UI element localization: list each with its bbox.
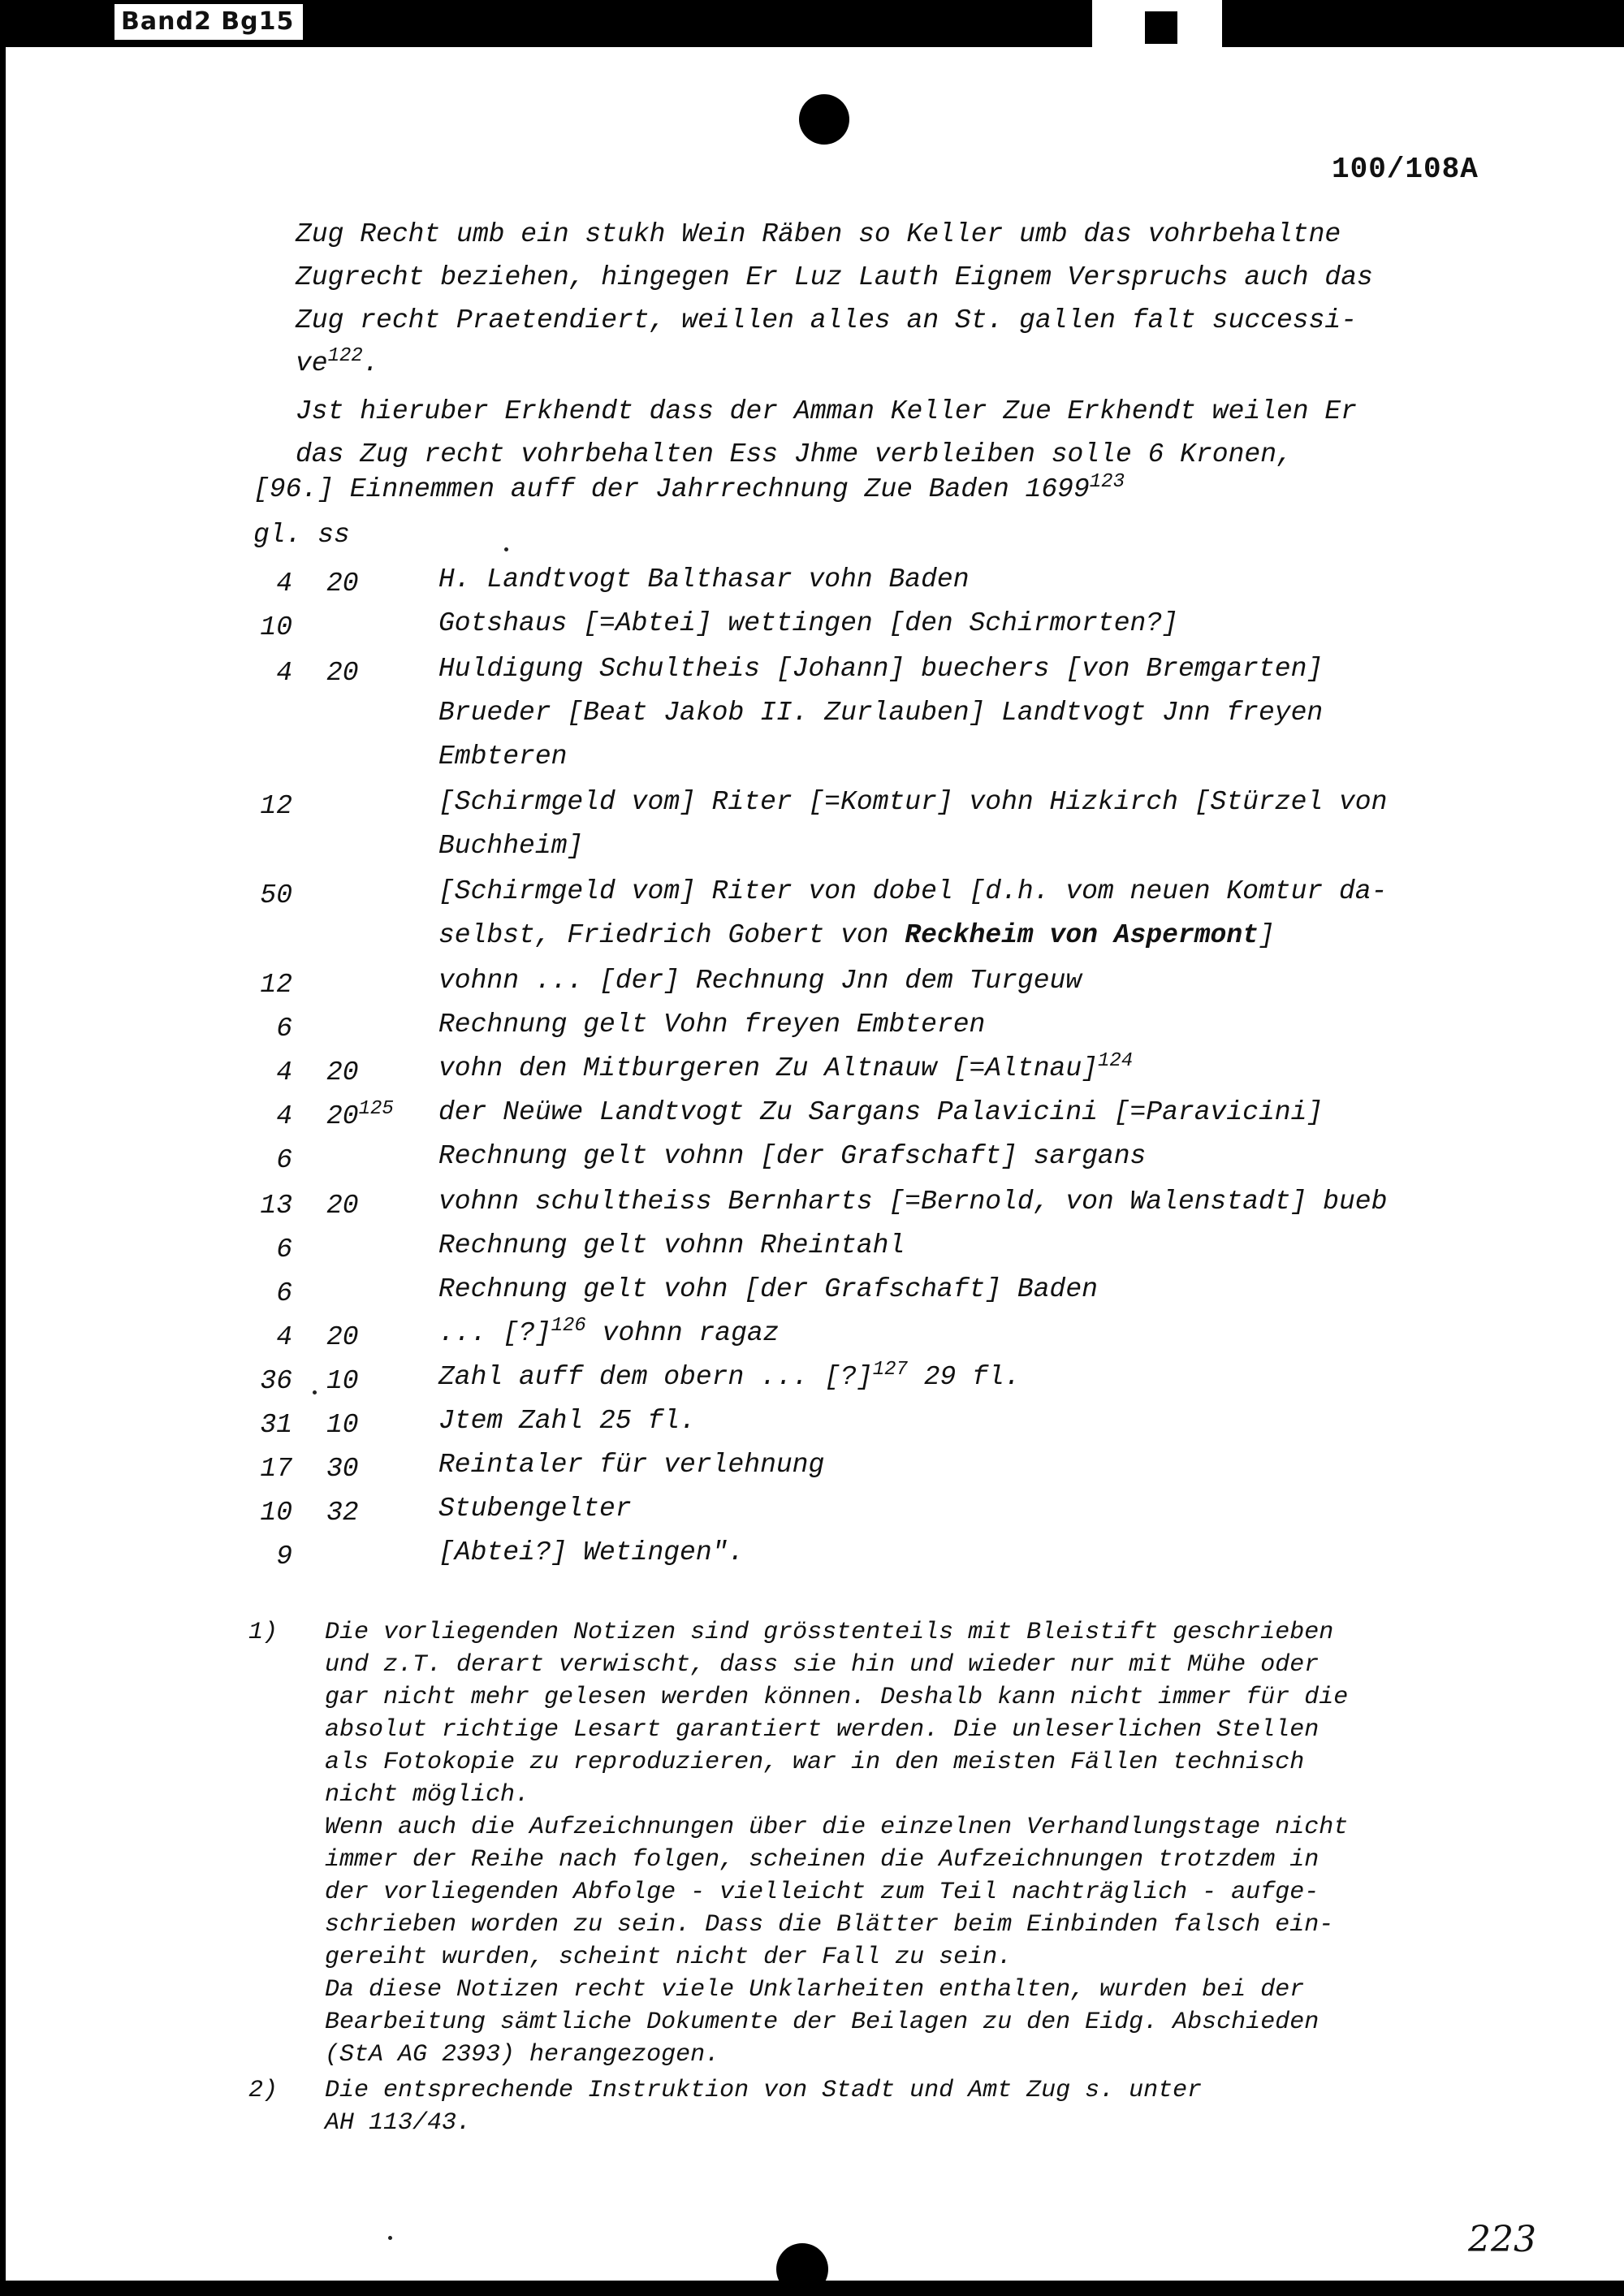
amount-gl: 12 [260, 970, 292, 1000]
amount-gl: 6 [276, 1278, 292, 1308]
amount-gl: 4 [276, 1057, 292, 1087]
entry-text: ... [?]$^{126}$ vohnn ragaz [438, 1315, 780, 1348]
amount-ss: 10 [326, 1410, 359, 1440]
amount-gl: 4 [276, 658, 292, 688]
entry-text: vohnn ... [der] Rechnung Jnn dem Turgeuw [438, 966, 1082, 996]
entry-text: Rechnung gelt vohnn [der Grafschaft] sargans [438, 1141, 1147, 1171]
entry-text: Stubengelter [438, 1494, 632, 1524]
entry-text: Zahl auff dem obern ... [?]$^{127}$ 29 fl. [438, 1359, 1021, 1392]
amount-gl: 4 [276, 1322, 292, 1352]
text-line: das Zug recht vohrbehalten Ess Jhme verbleiben solle 6 Kronen, [296, 439, 1293, 469]
footnote-text: Die entsprechende Instruktion von Stadt und Amt Zug s. unter AH 113/43. [325, 2077, 1203, 2137]
entry-text: Jtem Zahl 25 fl. [438, 1406, 696, 1436]
entry-text: [Schirmgeld vom] Riter [=Komtur] vohn Hizkirch [Stürzel von Buchheim] [438, 787, 1388, 861]
footnote-ref: 125 [358, 1098, 394, 1120]
amount-ss: 32 [326, 1498, 359, 1528]
section-heading: [96.] Einnemmen auff der Jahrrechnung Zue Baden 1699$^{123}$ [253, 471, 1125, 504]
footnote-ref: 124 [1097, 1050, 1134, 1072]
text-line: Jst hieruber Erkhendt dass der Amman Keller Zue Erkhendt weilen Er [296, 396, 1358, 426]
amount-gl: 6 [276, 1234, 292, 1265]
punch-hole-top [799, 94, 849, 145]
scan-marker-square [1145, 11, 1177, 44]
amount-gl: 6 [276, 1145, 292, 1175]
text-line: $ve^{122}$. [296, 345, 379, 378]
amount-gl: 9 [276, 1541, 292, 1572]
amount-gl: 31 [260, 1410, 292, 1440]
footnote-mark: 2) [248, 2077, 279, 2104]
entry-text: vohn den Mitburgeren Zu Altnauw [=Altnau]$^{124}$ [438, 1050, 1134, 1083]
entry-text: vohnn schultheiss Bernharts [=Bernold, von Walenstadt] bueb [438, 1187, 1388, 1217]
entry-text: H. Landtvogt Balthasar vohn Baden [438, 564, 970, 595]
amount-gl: 10 [260, 612, 292, 642]
footnote-mark: 1) [248, 1619, 279, 1646]
units-header: gl. ss [253, 520, 350, 550]
scan-speck [388, 2236, 392, 2240]
footnote-ref: 127 [872, 1359, 908, 1381]
entry-text: Rechnung gelt vohn [der Grafschaft] Baden [438, 1274, 1098, 1304]
footnote-ref: 126 [551, 1315, 586, 1337]
amount-ss: 20 [326, 1322, 359, 1352]
footnote-text: Die vorliegenden Notizen sind grösstenteils mit Bleistift geschrieben und z.T. derart verwischt, dass sie hin und wieder nur mit Mühe oder gar nicht mehr gelesen werden können. Deshalb kann nicht immer für die absolut richtige Lesart garantiert werden. Die unleserlichen Stellen als Fotokopie zu reproduzieren, war in den meisten Fällen technisch nicht möglich. Wenn auch die Aufzeichnungen über die einzelnen Verhandlungstage nicht immer der Reihe nach folgen, scheinen die Aufzeichnungen trotzdem in der vorliegenden Abfolge - vielleicht zum Teil nachträglich - aufge- schrieben worden zu sein. Dass die Blätter beim Einbinden falsch ein- gereiht wurden, scheint nicht der Fall zu sein. Da diese Notizen recht viele Unklarheiten enthalten, wurden bei der Bearbeitung sämtliche Dokumente der Beilagen zu den Eidg. Abschieden (StA AG 2393) herangezogen. [325, 1619, 1349, 2069]
amount-gl: 36 [260, 1366, 292, 1396]
amount-gl: 17 [260, 1454, 292, 1484]
text-line: Zugrecht beziehen, hingegen Er Luz Lauth Eignem Verspruchs auch das [296, 262, 1373, 292]
paragraph-2 [296, 390, 1357, 476]
amount-ss: 20 [326, 1057, 359, 1087]
text-line: Zug recht Praetendiert, weillen alles an St. gallen falt successi- [296, 305, 1358, 335]
amount-ss: 30 [326, 1454, 359, 1484]
amount-ss: $20^{125}$ [326, 1098, 394, 1131]
paragraph-1 [296, 213, 1373, 385]
amount-gl: 4 [276, 1101, 292, 1131]
entry-text: [Abtei?] Wetingen". [438, 1537, 745, 1567]
entry-text: Rechnung gelt Vohn freyen Embteren [438, 1010, 986, 1040]
volume-label: Band2 Bg15 [112, 2, 305, 42]
entry-text: Huldigung Schultheis [Johann] buechers [von Bremgarten] Brueder [Beat Jakob II. Zurlauben] Landtvogt Jnn freyen Embteren [438, 654, 1324, 772]
footnote-ref: 123 [1089, 471, 1125, 493]
entry-text: der Neüwe Landtvogt Zu Sargans Palavicini [=Paravicini] [438, 1097, 1324, 1127]
amount-gl: 6 [276, 1014, 292, 1044]
amount-ss: 20 [326, 569, 359, 599]
amount-ss: 10 [326, 1366, 359, 1396]
bold-name: Reckheim von Aspermont [905, 920, 1259, 950]
entry-text: Reintaler für verlehnung [438, 1450, 825, 1480]
amount-ss: 20 [326, 1191, 359, 1221]
amount-gl: 13 [260, 1191, 292, 1221]
footnote-ref: 122 [327, 345, 363, 367]
amount-ss: 20 [326, 658, 359, 688]
amount-gl: 50 [260, 880, 292, 910]
entry-text: [Schirmgeld vom] Riter von dobel [d.h. vom neuen Komtur da- selbst, Friedrich Gobert von Reckheim von Aspermont] [438, 876, 1388, 950]
amount-gl: 12 [260, 791, 292, 821]
scan-speck [313, 1390, 317, 1394]
entry-text: Gotshaus [=Abtei] wettingen [den Schirmorten?] [438, 608, 1178, 638]
punch-hole-bottom [776, 2243, 828, 2295]
amount-gl: 4 [276, 569, 292, 599]
scan-left-edge [0, 0, 6, 2296]
handwritten-page-number: 223 [1468, 2219, 1536, 2260]
entry-text: Rechnung gelt vohnn Rheintahl [438, 1230, 905, 1260]
amount-gl: 10 [260, 1498, 292, 1528]
scan-speck [504, 547, 508, 551]
page-number: 100/108A [1332, 153, 1479, 186]
text-line: Zug Recht umb ein stukh Wein Räben so Keller umb das vohrbehaltne [296, 219, 1341, 249]
